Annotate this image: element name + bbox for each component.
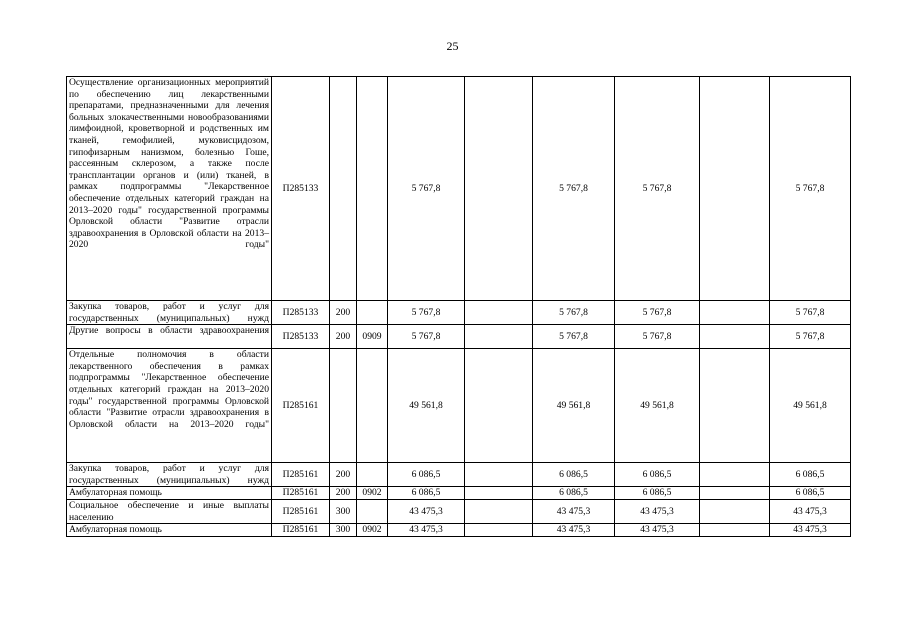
amount-cell: 49 561,8	[615, 349, 700, 463]
page-number: 25	[446, 39, 459, 53]
target-code: П285161	[272, 349, 330, 463]
section-code	[357, 499, 388, 523]
amount-cell: 6 086,5	[388, 487, 465, 500]
expense-type: 300	[330, 524, 357, 537]
table-row	[67, 325, 851, 349]
expense-type: 200	[330, 325, 357, 349]
amount-cell: 6 086,5	[388, 463, 465, 487]
target-code: П285161	[272, 499, 330, 523]
amount-cell: 5 767,8	[533, 301, 615, 325]
amount-cell	[700, 487, 770, 500]
amount-cell: 43 475,3	[533, 524, 615, 537]
table-row	[67, 524, 851, 537]
row-description: Социальное обеспечение и иные выплаты населению	[67, 499, 272, 523]
amount-cell	[465, 499, 533, 523]
section-code: 0902	[357, 487, 388, 500]
section-code	[357, 463, 388, 487]
amount-cell	[700, 77, 770, 301]
row-description: Закупка товаров, работ и услуг для государственных (муниципальных) нужд	[67, 301, 272, 325]
amount-cell: 5 767,8	[533, 77, 615, 301]
target-code: П285161	[272, 463, 330, 487]
amount-cell: 43 475,3	[533, 499, 615, 523]
amount-cell: 5 767,8	[770, 77, 851, 301]
table-row	[67, 349, 851, 463]
row-description: Амбулаторная помощь	[67, 524, 272, 537]
amount-cell	[700, 499, 770, 523]
amount-cell	[700, 463, 770, 487]
target-code: П285161	[272, 487, 330, 500]
table-row	[67, 487, 851, 500]
amount-cell: 6 086,5	[770, 487, 851, 500]
amount-cell: 49 561,8	[388, 349, 465, 463]
table-row	[67, 77, 851, 301]
expense-type: 200	[330, 487, 357, 500]
amount-cell	[700, 524, 770, 537]
amount-cell: 5 767,8	[615, 301, 700, 325]
expense-type: 300	[330, 499, 357, 523]
target-code: П285133	[272, 325, 330, 349]
amount-cell: 43 475,3	[615, 499, 700, 523]
table-row	[67, 301, 851, 325]
amount-cell	[465, 463, 533, 487]
amount-cell: 6 086,5	[533, 487, 615, 500]
row-description: Отдельные полномочия в области лекарственного обеспечения в рамках подпрограммы "Лекарственное обеспечение отдельных категорий граждан на 2013–2020 годы" государственной программы Орловской области "Развитие отрасли здравоохранения в Орловской области на 2013–2020 годы"	[67, 349, 272, 463]
amount-cell: 43 475,3	[770, 524, 851, 537]
table-row	[67, 499, 851, 523]
amount-cell: 43 475,3	[615, 524, 700, 537]
row-description: Амбулаторная помощь	[67, 487, 272, 500]
section-code	[357, 349, 388, 463]
target-code: П285133	[272, 301, 330, 325]
expense-type: 200	[330, 463, 357, 487]
amount-cell: 5 767,8	[770, 325, 851, 349]
row-description: Осуществление организационных мероприятий по обеспечению лиц лекарственными препаратами, предназначенными для лечения больных злокачественными новообразованиями лимфоидной, кроветворной и родственных им тканей, гемофилией, муковисцидозом, гипофизарным нанизмом, болезнью Гоше, рассеянным склерозом, а также после трансплантации органов и (или) тканей, в рамках подпрограммы "Лекарственное обеспечение отдельных категорий граждан на 2013–2020 годы" государственной программы Орловской области "Развитие отрасли здравоохранения в Орловской области на 2013–2020 годы"	[67, 77, 272, 301]
amount-cell	[465, 487, 533, 500]
amount-cell: 5 767,8	[388, 301, 465, 325]
amount-cell: 6 086,5	[533, 463, 615, 487]
section-code: 0909	[357, 325, 388, 349]
amount-cell	[465, 77, 533, 301]
amount-cell: 6 086,5	[615, 487, 700, 500]
amount-cell	[465, 349, 533, 463]
section-code	[357, 77, 388, 301]
table-row	[67, 463, 851, 487]
amount-cell: 5 767,8	[388, 325, 465, 349]
amount-cell: 43 475,3	[770, 499, 851, 523]
section-code: 0902	[357, 524, 388, 537]
amount-cell: 43 475,3	[388, 499, 465, 523]
amount-cell	[465, 301, 533, 325]
amount-cell	[700, 349, 770, 463]
amount-cell: 5 767,8	[388, 77, 465, 301]
amount-cell: 6 086,5	[770, 463, 851, 487]
amount-cell: 43 475,3	[388, 524, 465, 537]
amount-cell	[465, 325, 533, 349]
target-code: П285161	[272, 524, 330, 537]
amount-cell: 6 086,5	[615, 463, 700, 487]
expense-type	[330, 77, 357, 301]
section-code	[357, 301, 388, 325]
amount-cell	[700, 325, 770, 349]
row-description: Закупка товаров, работ и услуг для государственных (муниципальных) нужд	[67, 463, 272, 487]
row-description: Другие вопросы в области здравоохранения	[67, 325, 272, 349]
amount-cell	[700, 301, 770, 325]
expense-type: 200	[330, 301, 357, 325]
amount-cell: 49 561,8	[770, 349, 851, 463]
amount-cell: 49 561,8	[533, 349, 615, 463]
amount-cell: 5 767,8	[615, 325, 700, 349]
expense-type	[330, 349, 357, 463]
budget-table	[66, 76, 851, 537]
amount-cell	[465, 524, 533, 537]
amount-cell: 5 767,8	[615, 77, 700, 301]
target-code: П285133	[272, 77, 330, 301]
amount-cell: 5 767,8	[770, 301, 851, 325]
amount-cell: 5 767,8	[533, 325, 615, 349]
